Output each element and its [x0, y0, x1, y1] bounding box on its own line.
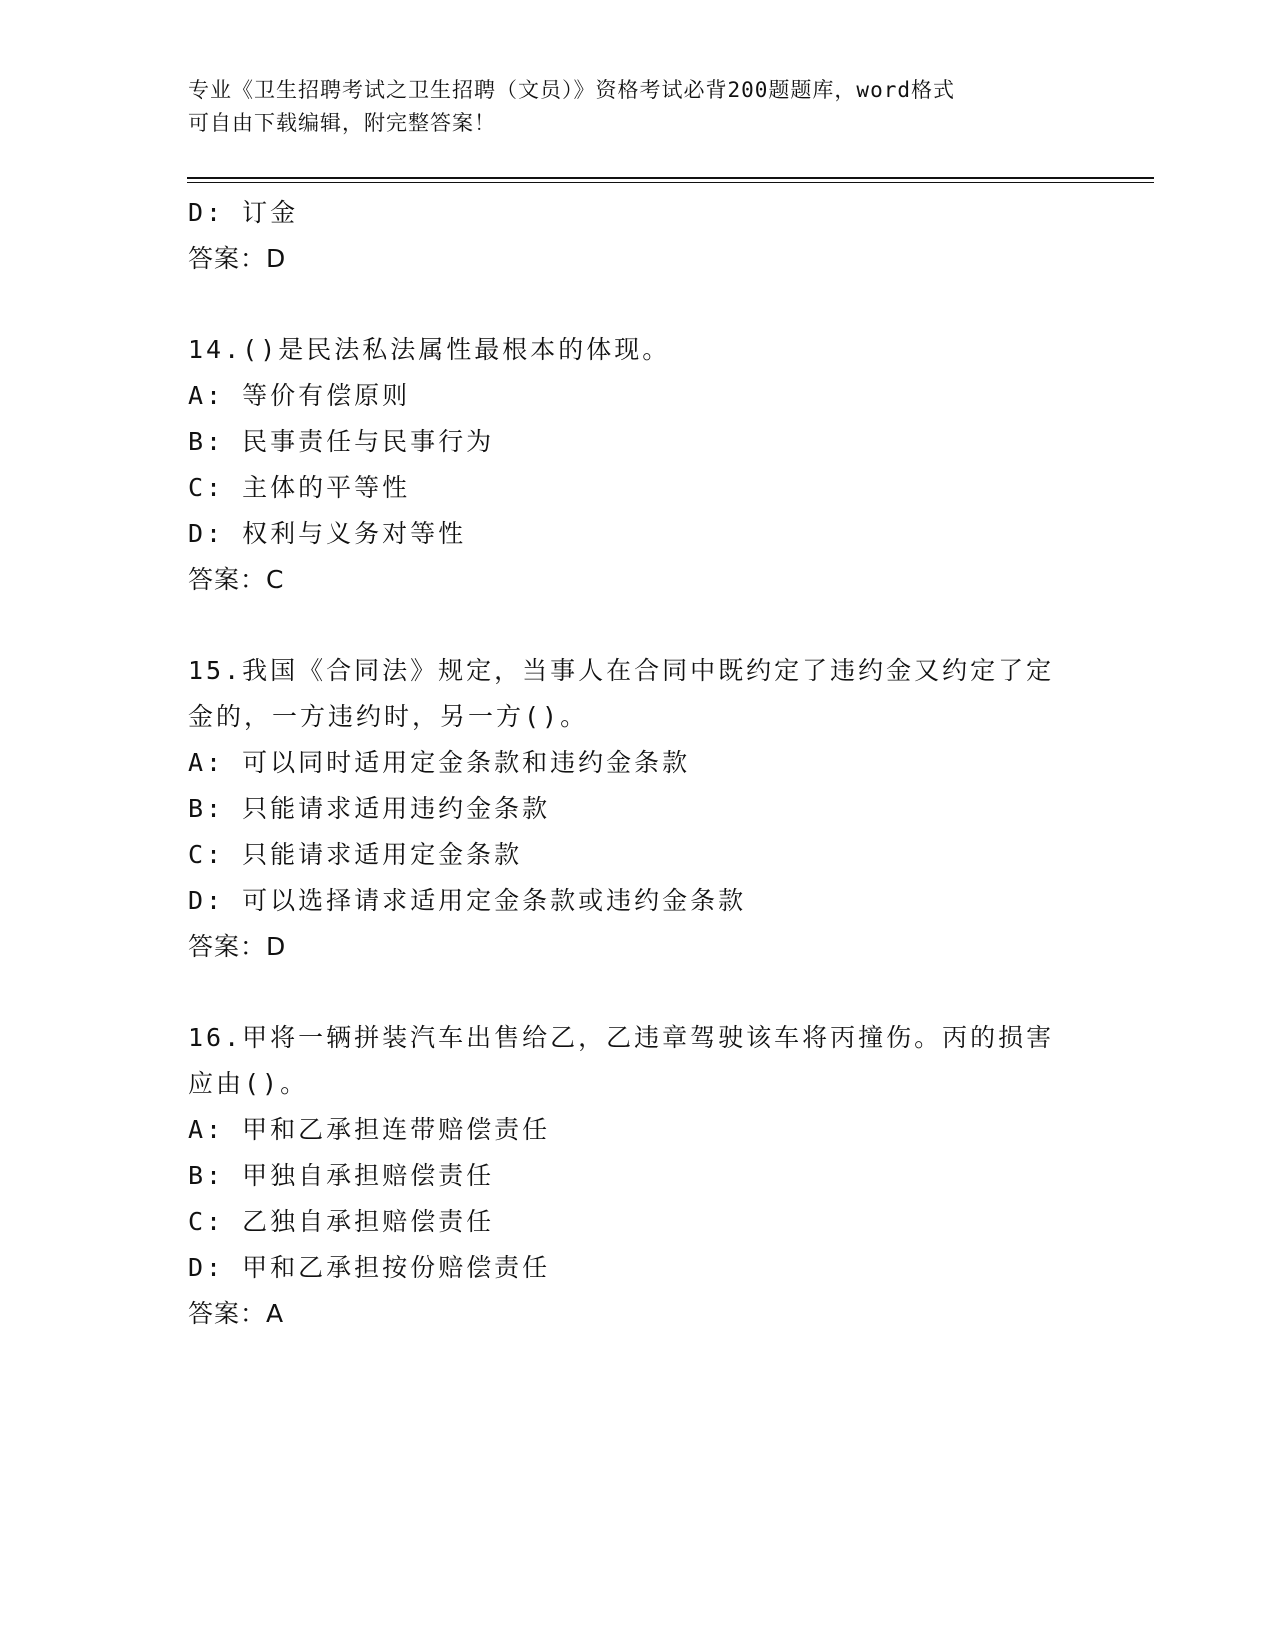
- option-d: D: 权利与义务对等性: [188, 519, 467, 548]
- question-15: [188, 648, 1108, 970]
- document-body: [188, 190, 1108, 1337]
- question-13-tail: [188, 190, 1108, 282]
- header-line-1: 专业《卫生招聘考试之卫生招聘（文员）》资格考试必背200题题库，word格式: [188, 78, 955, 102]
- option-d: D: 订金: [188, 198, 299, 227]
- option-b: B: 只能请求适用违约金条款: [188, 794, 551, 823]
- option-c: C: 乙独自承担赔偿责任: [188, 1207, 495, 1236]
- question-stem-line-1: 16.甲将一辆拼装汽车出售给乙，乙违章驾驶该车将丙撞伤。丙的损害: [188, 1023, 1055, 1052]
- question-16: [188, 1015, 1108, 1337]
- question-stem: 14.()是民法私法属性最根本的体现。: [188, 335, 671, 364]
- option-c: C: 只能请求适用定金条款: [188, 840, 523, 869]
- answer: 答案：A: [188, 1299, 285, 1328]
- answer: 答案：C: [188, 565, 285, 594]
- header-line-2: 可自由下载编辑，附完整答案！: [188, 111, 496, 135]
- answer: 答案：D: [188, 932, 287, 961]
- option-b: B: 甲独自承担赔偿责任: [188, 1161, 495, 1190]
- question-stem-line-2: 应由()。: [188, 1069, 309, 1098]
- option-b: B: 民事责任与民事行为: [188, 427, 495, 456]
- option-d: D: 甲和乙承担按份赔偿责任: [188, 1253, 551, 1282]
- option-a: A: 可以同时适用定金条款和违约金条款: [188, 748, 691, 777]
- answer: 答案：D: [188, 244, 287, 273]
- question-stem-line-1: 15.我国《合同法》规定，当事人在合同中既约定了违约金又约定了定: [188, 656, 1055, 685]
- page-header: [188, 74, 1088, 140]
- question-stem-line-2: 金的，一方违约时，另一方()。: [188, 702, 589, 731]
- option-a: A: 甲和乙承担连带赔偿责任: [188, 1115, 551, 1144]
- header-divider-thick: [187, 177, 1154, 179]
- option-c: C: 主体的平等性: [188, 473, 411, 502]
- option-d: D: 可以选择请求适用定金条款或违约金条款: [188, 886, 747, 915]
- option-a: A: 等价有偿原则: [188, 381, 411, 410]
- header-divider-thin: [187, 182, 1154, 183]
- question-14: [188, 327, 1108, 603]
